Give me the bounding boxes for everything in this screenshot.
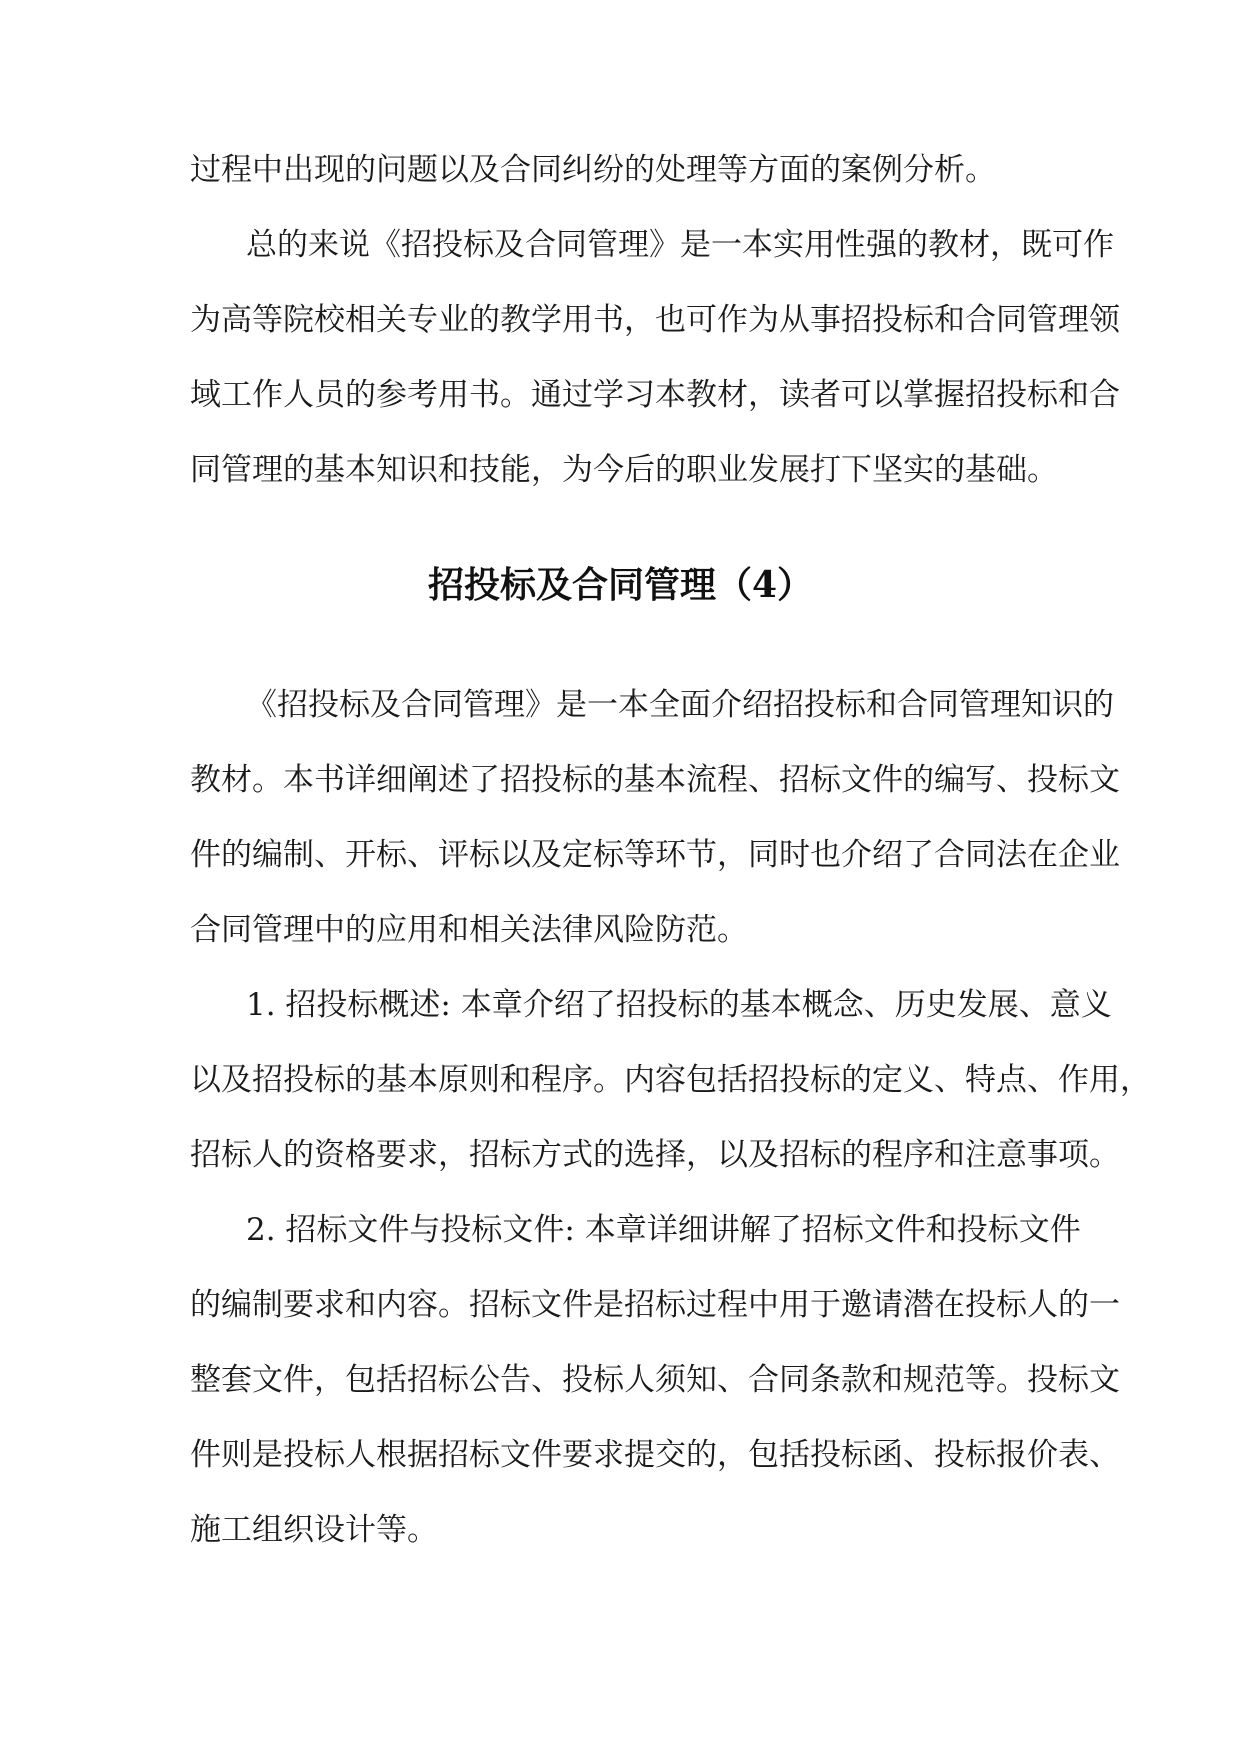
intro-paragraph-line: 《招投标及合同管理》是一本全面介绍招投标和合同管理知识的	[246, 687, 1114, 723]
chapter2-paragraph-line: 件则是投标人根据招标文件要求提交的，包括投标函、投标报价表、	[190, 1437, 1120, 1473]
summary-paragraph-line: 为高等院校相关专业的教学用书，也可作为从事招投标和合同管理领	[190, 302, 1120, 338]
intro-paragraph-line: 合同管理中的应用和相关法律风险防范。	[190, 912, 748, 948]
chapter2-paragraph-line: 的编制要求和内容。招标文件是招标过程中用于邀请潜在投标人的一	[190, 1287, 1120, 1323]
intro-paragraph-line: 件的编制、开标、评标以及定标等环节，同时也介绍了合同法在企业	[190, 837, 1120, 873]
chapter2-paragraph-line: 整套文件，包括招标公告、投标人须知、合同条款和规范等。投标文	[190, 1362, 1120, 1398]
prev-paragraph-line: 过程中出现的问题以及合同纠纷的处理等方面的案例分析。	[190, 152, 996, 188]
summary-paragraph-line: 同管理的基本知识和技能，为今后的职业发展打下坚实的基础。	[190, 452, 1058, 488]
summary-paragraph-line: 总的来说《招投标及合同管理》是一本实用性强的教材，既可作	[246, 227, 1114, 263]
chapter1-paragraph-line: 招标人的资格要求，招标方式的选择，以及招标的程序和注意事项。	[190, 1137, 1120, 1173]
chapter1-paragraph-line: 以及招投标的基本原则和程序。内容包括招投标的定义、特点、作用，	[190, 1062, 1151, 1098]
chapter2-paragraph-line: 2. 招标文件与投标文件: 本章详细讲解了招标文件和投标文件	[246, 1212, 1081, 1248]
section-title: 招投标及合同管理（4）	[427, 564, 814, 606]
chapter1-paragraph-line: 1. 招投标概述: 本章介绍了招投标的基本概念、历史发展、意义	[246, 987, 1112, 1023]
intro-paragraph-line: 教材。本书详细阐述了招投标的基本流程、招标文件的编写、投标文	[190, 762, 1120, 798]
chapter2-paragraph-line: 施工组织设计等。	[190, 1512, 438, 1548]
summary-paragraph-line: 域工作人员的参考用书。通过学习本教材，读者可以掌握招投标和合	[190, 377, 1120, 413]
